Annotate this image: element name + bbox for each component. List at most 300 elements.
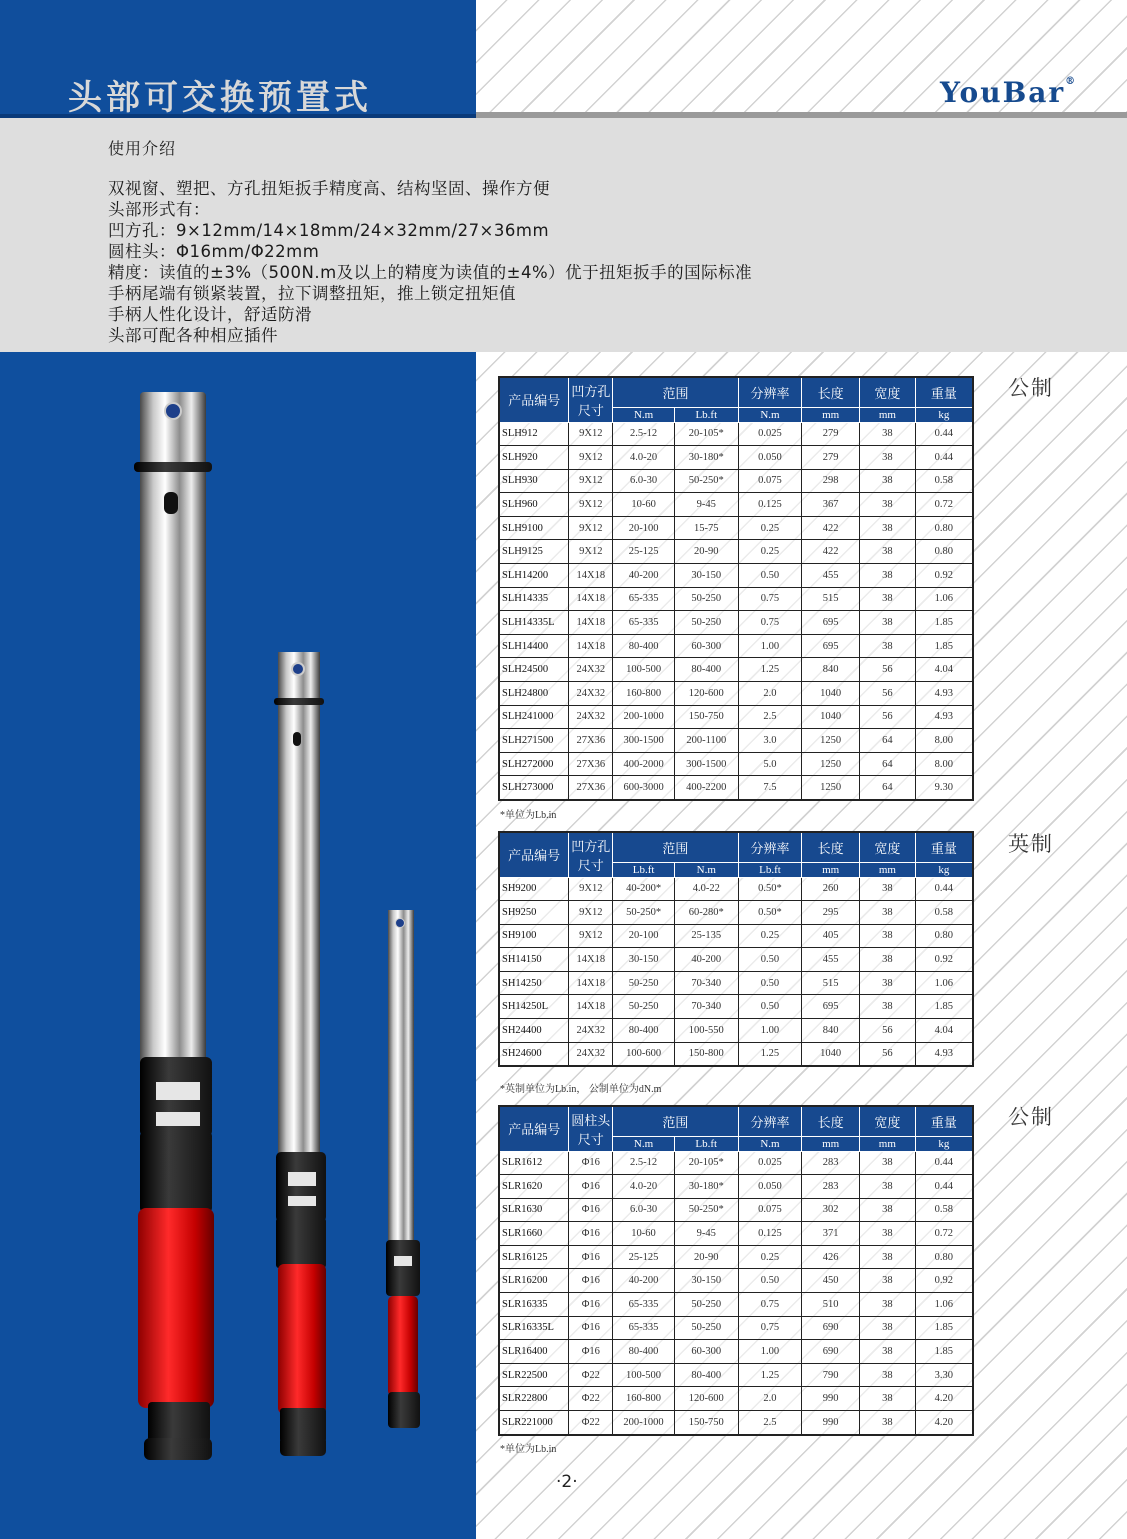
table-cell: 40-200 [674, 948, 738, 972]
table-cell: 4.0-20 [613, 446, 675, 470]
table-cell: 0.92 [915, 1269, 973, 1293]
table-cell: 4.20 [915, 1387, 973, 1411]
table-cell: 2.0 [738, 1387, 802, 1411]
table-cell: 0.50 [738, 995, 802, 1019]
unit-header: N.m [613, 1136, 675, 1151]
table-row [499, 587, 973, 611]
table-cell: 38 [860, 422, 916, 446]
table-cell: 14X18 [569, 995, 613, 1019]
page-title: 头部可交换预置式 [68, 78, 372, 118]
table-cell: 1.25 [738, 658, 802, 682]
header-length: 长度 [802, 377, 860, 407]
header-width: 宽度 [860, 1106, 916, 1136]
model-cell: SLH9125 [499, 540, 569, 564]
table-cell: 0.72 [915, 1222, 973, 1246]
model-cell: SLH241000 [499, 705, 569, 729]
table-row [499, 948, 973, 972]
model-cell: SLH930 [499, 469, 569, 493]
table-cell: 200-1100 [674, 729, 738, 753]
table-cell: 300-1500 [613, 729, 675, 753]
table-cell: 695 [802, 995, 860, 1019]
header-range: 范围 [613, 832, 738, 862]
model-cell: SH9250 [499, 901, 569, 925]
table-cell: 422 [802, 540, 860, 564]
table-cell: 2.5-12 [613, 422, 675, 446]
table-cell: 0.025 [738, 422, 802, 446]
table-row [499, 540, 973, 564]
table-cell: 2.5 [738, 705, 802, 729]
table-cell: 0.44 [915, 422, 973, 446]
table-cell: 422 [802, 516, 860, 540]
table-row [499, 1198, 973, 1222]
table-cell: 100-550 [674, 1019, 738, 1043]
unit-header: kg [915, 862, 973, 877]
table-cell: 38 [860, 877, 916, 901]
model-cell: SLR16400 [499, 1340, 569, 1364]
model-cell: SLR16125 [499, 1245, 569, 1269]
table-cell: 695 [802, 611, 860, 635]
table-cell: 6.0-30 [613, 1198, 675, 1222]
table-cell: 990 [802, 1411, 860, 1435]
table-cell: 100-500 [613, 1363, 675, 1387]
table-cell: 20-90 [674, 540, 738, 564]
table-cell: 65-335 [613, 587, 675, 611]
table-cell: 9-45 [674, 1222, 738, 1246]
table-cell: 30-150 [674, 564, 738, 588]
table-cell: 9-45 [674, 493, 738, 517]
table-row [499, 1340, 973, 1364]
table-cell: 840 [802, 658, 860, 682]
table-cell: 64 [860, 729, 916, 753]
table-cell: 0.58 [915, 901, 973, 925]
table-row [499, 1151, 973, 1175]
model-cell: SLH9100 [499, 516, 569, 540]
table-row [499, 1269, 973, 1293]
table-row [499, 682, 973, 706]
table-cell: 60-300 [674, 634, 738, 658]
table-cell: 515 [802, 971, 860, 995]
table-cell: 510 [802, 1293, 860, 1317]
table-body [499, 877, 973, 1066]
table-row [499, 1411, 973, 1435]
table-body [499, 422, 973, 800]
table-cell: 80-400 [674, 658, 738, 682]
intro-line: 手柄尾端有锁紧装置，拉下调整扭矩，推上锁定扭矩值 [108, 284, 516, 303]
table-cell: 10-60 [613, 1222, 675, 1246]
table-cell: 9X12 [569, 540, 613, 564]
table-cell: 20-100 [613, 924, 675, 948]
table-cell: 15-75 [674, 516, 738, 540]
table-cell: 38 [860, 1293, 916, 1317]
table-cell: 1.85 [915, 611, 973, 635]
table-cell: 38 [860, 1198, 916, 1222]
table-cell: 279 [802, 422, 860, 446]
table-cell: 80-400 [674, 1363, 738, 1387]
table-cell: 1.06 [915, 971, 973, 995]
table-cell: 400-2000 [613, 752, 675, 776]
model-cell: SLH912 [499, 422, 569, 446]
table-cell: 455 [802, 564, 860, 588]
table-cell: 1040 [802, 682, 860, 706]
model-cell: SLH271500 [499, 729, 569, 753]
table-cell: 70-340 [674, 971, 738, 995]
table-cell: 0.75 [738, 611, 802, 635]
table-cell: 790 [802, 1363, 860, 1387]
table-cell: 20-105* [674, 422, 738, 446]
table-cell: 0.25 [738, 1245, 802, 1269]
table-cell: 50-250 [613, 995, 675, 1019]
table-cell: 38 [860, 634, 916, 658]
table-cell: 14X18 [569, 564, 613, 588]
table-cell: 300-1500 [674, 752, 738, 776]
model-cell: SLR1620 [499, 1175, 569, 1199]
table-cell: 0.50 [738, 948, 802, 972]
header-resolution: 分辨率 [738, 832, 802, 862]
table-cell: 4.0-20 [613, 1175, 675, 1199]
table-cell: 0.92 [915, 948, 973, 972]
table-cell: 150-750 [674, 1411, 738, 1435]
table-cell: Φ16 [569, 1151, 613, 1175]
table-row [499, 1245, 973, 1269]
table-cell: 9X12 [569, 877, 613, 901]
model-cell: SLR1660 [499, 1222, 569, 1246]
model-cell: SH9200 [499, 877, 569, 901]
table-cell: 40-200 [613, 1269, 675, 1293]
table-row [499, 1019, 973, 1043]
intro-text [108, 178, 752, 346]
table-row [499, 1387, 973, 1411]
unit-header: kg [915, 1136, 973, 1151]
table-cell: 1250 [802, 729, 860, 753]
header-model: 产品编号 [499, 1106, 569, 1151]
table-cell: 38 [860, 516, 916, 540]
table-cell: 50-250 [613, 971, 675, 995]
table-cell: 0.050 [738, 446, 802, 470]
table-cell: 80-400 [613, 1340, 675, 1364]
table-cell: 0.25 [738, 540, 802, 564]
table-cell: 302 [802, 1198, 860, 1222]
table-cell: 0.075 [738, 469, 802, 493]
table-cell: 38 [860, 1340, 916, 1364]
table-cell: 0.44 [915, 877, 973, 901]
table-cell: Φ16 [569, 1293, 613, 1317]
table-cell: 450 [802, 1269, 860, 1293]
table-row [499, 729, 973, 753]
brand-logo-text: YouBar [940, 76, 1066, 109]
table-cell: 0.25 [738, 924, 802, 948]
header-size: 圆柱头尺寸 [569, 1106, 613, 1151]
unit-header: mm [802, 862, 860, 877]
header-size: 凹方孔尺寸 [569, 377, 613, 422]
table-cell: 56 [860, 1042, 916, 1066]
model-cell: SLR16335L [499, 1316, 569, 1340]
table-row [499, 776, 973, 800]
table-cell: 298 [802, 469, 860, 493]
unit-header: N.m [738, 1136, 802, 1151]
table-cell: 0.80 [915, 540, 973, 564]
table-cell: 50-250 [674, 587, 738, 611]
table-cell: 9X12 [569, 901, 613, 925]
table-cell: 0.75 [738, 1293, 802, 1317]
table-cell: 0.50 [738, 971, 802, 995]
table-cell: 0.50* [738, 877, 802, 901]
table-cell: 150-750 [674, 705, 738, 729]
table-cell: 4.04 [915, 658, 973, 682]
product-photo-panel [0, 352, 476, 1539]
table-cell: 1.85 [915, 1340, 973, 1364]
table-cell: 38 [860, 1245, 916, 1269]
table-cell: 65-335 [613, 1316, 675, 1340]
model-cell: SLR1612 [499, 1151, 569, 1175]
table-cell: 38 [860, 469, 916, 493]
table-cell: 38 [860, 924, 916, 948]
table-cell: 279 [802, 446, 860, 470]
table-cell: 56 [860, 1019, 916, 1043]
intro-line: 凹方孔：9×12mm/14×18mm/24×32mm/27×36mm [108, 221, 550, 240]
model-cell: SLR22500 [499, 1363, 569, 1387]
table-cell: 0.50 [738, 1269, 802, 1293]
table-cell: Φ16 [569, 1245, 613, 1269]
table-cell: 27X36 [569, 752, 613, 776]
model-cell: SH14250L [499, 995, 569, 1019]
table-cell: 24X32 [569, 658, 613, 682]
table-cell: 426 [802, 1245, 860, 1269]
table-cell: 840 [802, 1019, 860, 1043]
header-model: 产品编号 [499, 377, 569, 422]
table-cell: 400-2200 [674, 776, 738, 800]
table-cell: 64 [860, 776, 916, 800]
table-cell: 405 [802, 924, 860, 948]
model-cell: SLH960 [499, 493, 569, 517]
model-cell: SLH24800 [499, 682, 569, 706]
table-cell: 200-1000 [613, 705, 675, 729]
table-cell: 0.92 [915, 564, 973, 588]
intro-line: 圆柱头：Φ16mm/Φ22mm [108, 242, 320, 261]
unit-header: Lb.ft [738, 862, 802, 877]
table-note: *英制单位为Lb.in， 公制单位为dN.m [500, 1084, 662, 1095]
table-cell: 38 [860, 1151, 916, 1175]
table-row [499, 901, 973, 925]
table-cell: 371 [802, 1222, 860, 1246]
unit-header: kg [915, 407, 973, 422]
unit-header: N.m [738, 407, 802, 422]
table-row [499, 422, 973, 446]
table-cell: 20-90 [674, 1245, 738, 1269]
table-cell: 38 [860, 540, 916, 564]
table-cell: 38 [860, 1387, 916, 1411]
table-cell: 14X18 [569, 611, 613, 635]
table-row [499, 469, 973, 493]
header-resolution: 分辨率 [738, 1106, 802, 1136]
unit-header: mm [802, 1136, 860, 1151]
table-note: *单位为Lb.in [500, 1444, 557, 1455]
table-cell: 80-400 [613, 1019, 675, 1043]
table-cell: 9X12 [569, 493, 613, 517]
table-cell: 60-300 [674, 1340, 738, 1364]
table-cell: 25-135 [674, 924, 738, 948]
table-cell: 56 [860, 705, 916, 729]
table-cell: 9X12 [569, 516, 613, 540]
table-row [499, 877, 973, 901]
unit-header: Lb.ft [674, 1136, 738, 1151]
spec-table-metric-cylinder [498, 1105, 974, 1436]
table-cell: 4.93 [915, 682, 973, 706]
table-cell: 1040 [802, 1042, 860, 1066]
header-size: 凹方孔尺寸 [569, 832, 613, 877]
table-cell: 38 [860, 1175, 916, 1199]
table-cell: Φ16 [569, 1316, 613, 1340]
table-cell: 1.85 [915, 995, 973, 1019]
table-cell: 0.80 [915, 1245, 973, 1269]
model-cell: SLH14335 [499, 587, 569, 611]
table-row [499, 493, 973, 517]
table-cell: 24X32 [569, 1042, 613, 1066]
model-cell: SLH273000 [499, 776, 569, 800]
table-cell: 38 [860, 1316, 916, 1340]
table-cell: 1250 [802, 752, 860, 776]
table-cell: 0.50* [738, 901, 802, 925]
table-cell: 4.04 [915, 1019, 973, 1043]
table-cell: 2.0 [738, 682, 802, 706]
table-cell: Φ22 [569, 1363, 613, 1387]
header-weight: 重量 [915, 377, 973, 407]
table-cell: 160-800 [613, 682, 675, 706]
table-cell: 3.30 [915, 1363, 973, 1387]
table-cell: 20-100 [613, 516, 675, 540]
table-cell: 0.50 [738, 564, 802, 588]
table-cell: 1.85 [915, 634, 973, 658]
table-cell: 4.93 [915, 705, 973, 729]
table-cell: 1.06 [915, 587, 973, 611]
model-cell: SLH14335L [499, 611, 569, 635]
header-length: 长度 [802, 832, 860, 862]
page-number: ·2· [556, 1472, 578, 1492]
table-row [499, 705, 973, 729]
table-row [499, 516, 973, 540]
table-cell: 8.00 [915, 752, 973, 776]
table-cell: 10-60 [613, 493, 675, 517]
table-cell: 9X12 [569, 469, 613, 493]
intro-line: 手柄人性化设计，舒适防滑 [108, 305, 312, 324]
table-row [499, 1293, 973, 1317]
table-cell: 60-280* [674, 901, 738, 925]
table-cell: 38 [860, 587, 916, 611]
model-cell: SLR221000 [499, 1411, 569, 1435]
table-cell: 27X36 [569, 729, 613, 753]
table-cell: 0.44 [915, 1175, 973, 1199]
table-label: 英制 [1008, 832, 1054, 856]
header-model: 产品编号 [499, 832, 569, 877]
table-cell: 0.125 [738, 1222, 802, 1246]
table-cell: 515 [802, 587, 860, 611]
table-cell: 9X12 [569, 422, 613, 446]
header-range: 范围 [613, 377, 738, 407]
unit-header: Lb.ft [613, 862, 675, 877]
header-width: 宽度 [860, 832, 916, 862]
table-cell: 0.80 [915, 516, 973, 540]
table-row [499, 634, 973, 658]
intro-line: 头部可配各种相应插件 [108, 326, 278, 345]
table-cell: 38 [860, 995, 916, 1019]
table-cell: 150-800 [674, 1042, 738, 1066]
table-cell: 38 [860, 971, 916, 995]
intro-line: 精度：读值的±3%（500N.m及以上的精度为读值的±4%）优于扭矩扳手的国际标准 [108, 263, 753, 282]
table-cell: 27X36 [569, 776, 613, 800]
table-cell: 40-200* [613, 877, 675, 901]
table-cell: 50-250* [674, 469, 738, 493]
table-row [499, 564, 973, 588]
spec-table-metric-square [498, 376, 974, 801]
table-cell: Φ16 [569, 1269, 613, 1293]
table-row [499, 658, 973, 682]
table-cell: 260 [802, 877, 860, 901]
table-cell: 5.0 [738, 752, 802, 776]
table-cell: 1.06 [915, 1293, 973, 1317]
table-cell: 160-800 [613, 1387, 675, 1411]
table-cell: 1.85 [915, 1316, 973, 1340]
table-cell: 38 [860, 1222, 916, 1246]
table-cell: 64 [860, 752, 916, 776]
table-cell: 38 [860, 1411, 916, 1435]
header-weight: 重量 [915, 1106, 973, 1136]
table-cell: 4.0-22 [674, 877, 738, 901]
table-cell: 600-3000 [613, 776, 675, 800]
table-row [499, 1316, 973, 1340]
table-cell: 0.44 [915, 1151, 973, 1175]
table-row [499, 971, 973, 995]
table-cell: 1040 [802, 705, 860, 729]
table-cell: 100-600 [613, 1042, 675, 1066]
table-cell: Φ22 [569, 1411, 613, 1435]
table-cell: 14X18 [569, 587, 613, 611]
model-cell: SH9100 [499, 924, 569, 948]
table-cell: 0.050 [738, 1175, 802, 1199]
table-cell: 0.80 [915, 924, 973, 948]
model-cell: SLH14200 [499, 564, 569, 588]
model-cell: SLR16200 [499, 1269, 569, 1293]
table-cell: 1.00 [738, 1019, 802, 1043]
table-cell: 6.0-30 [613, 469, 675, 493]
table-cell: 56 [860, 658, 916, 682]
table-body [499, 1151, 973, 1435]
model-cell: SLH24500 [499, 658, 569, 682]
model-cell: SLR1630 [499, 1198, 569, 1222]
table-cell: 20-105* [674, 1151, 738, 1175]
table-cell: 30-180* [674, 1175, 738, 1199]
table-label: 公制 [1008, 376, 1054, 400]
registered-mark: ® [1065, 76, 1078, 87]
table-cell: 25-125 [613, 1245, 675, 1269]
table-cell: 9X12 [569, 924, 613, 948]
table-cell: 0.25 [738, 516, 802, 540]
model-cell: SLH920 [499, 446, 569, 470]
table-row [499, 446, 973, 470]
table-cell: 2.5-12 [613, 1151, 675, 1175]
header-width: 宽度 [860, 377, 916, 407]
table-cell: 38 [860, 493, 916, 517]
table-row [499, 1042, 973, 1066]
table-cell: 24X32 [569, 682, 613, 706]
unit-header: N.m [674, 862, 738, 877]
table-cell: 990 [802, 1387, 860, 1411]
table-cell: 455 [802, 948, 860, 972]
table-cell: 1.25 [738, 1042, 802, 1066]
table-cell: 14X18 [569, 634, 613, 658]
header-resolution: 分辨率 [738, 377, 802, 407]
table-cell: 4.20 [915, 1411, 973, 1435]
table-cell: Φ16 [569, 1175, 613, 1199]
table-cell: 1.25 [738, 1363, 802, 1387]
